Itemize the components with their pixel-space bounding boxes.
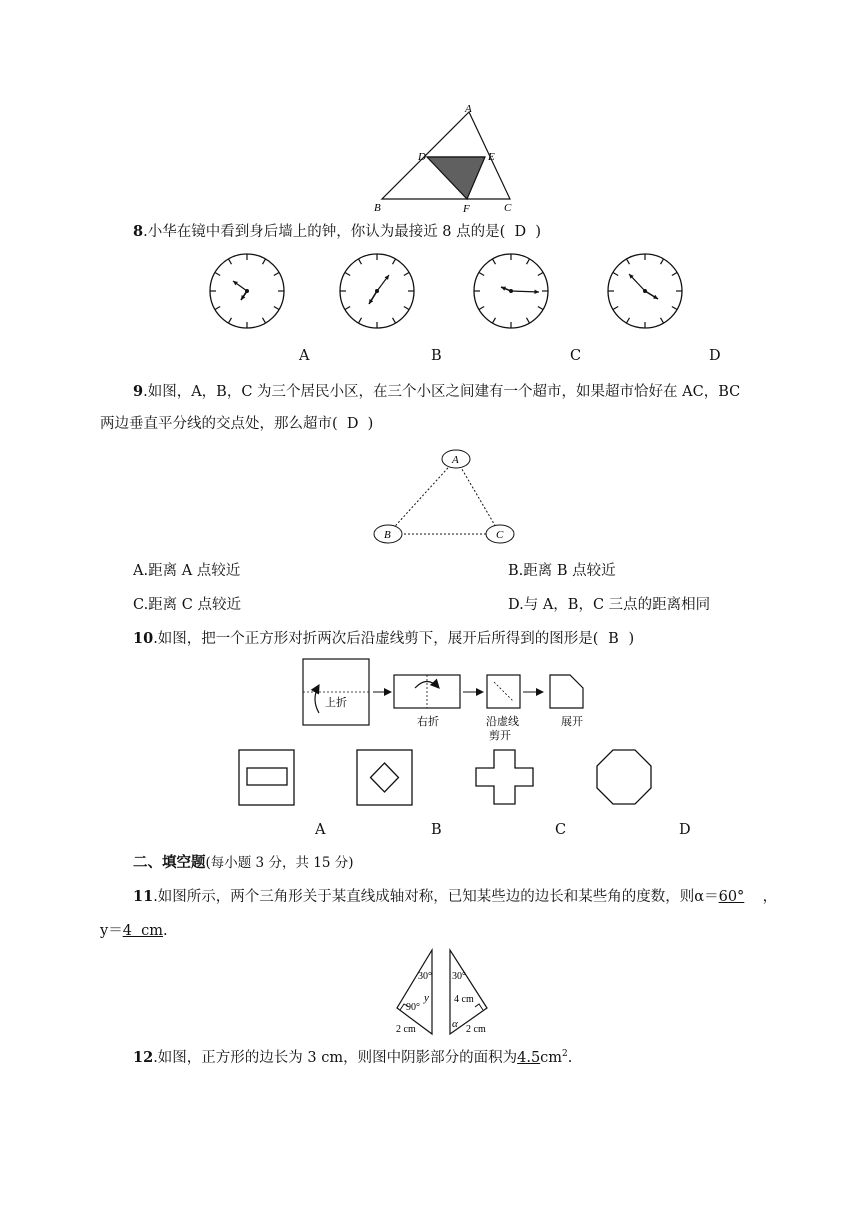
q9-option-d[interactable]: D.与 A，B，C 三点的距离相同	[508, 597, 711, 613]
question-text: .小华在镜中看到身后墙上的钟，你认为最接近 8 点的是(	[143, 224, 506, 240]
question-12	[133, 1044, 572, 1068]
shaded-triangle-def	[427, 157, 485, 199]
node-b-label: B	[384, 529, 391, 541]
q8-option-b[interactable]: B	[431, 348, 442, 364]
step-unfold: 展开	[561, 716, 583, 728]
answer: B	[608, 631, 619, 647]
area-answer: 4.5	[517, 1049, 541, 1066]
section-title: 二、填空题	[133, 854, 206, 871]
clock-face-c[interactable]	[474, 254, 548, 328]
step-fold-up: 上折	[325, 697, 347, 709]
close-paren: )	[367, 416, 374, 432]
y-answer: 4 cm	[122, 923, 164, 939]
step-cut: 剪开	[489, 730, 511, 742]
left-angle-top: 30°	[418, 971, 432, 982]
symmetric-triangles-figure	[390, 944, 502, 1038]
question-text: 两边垂直平分线的交点处，那么超市(	[100, 416, 338, 432]
answer: D	[346, 416, 359, 432]
left-base: 2 cm	[396, 1024, 416, 1035]
question-text: .如图所示，两个三角形关于某直线成轴对称，已知某些边的边长和某些角的度数，则α＝	[153, 889, 719, 905]
close-paren: )	[535, 224, 541, 240]
question-8	[133, 222, 541, 242]
question-number: 10	[133, 630, 154, 647]
close-paren: )	[628, 631, 635, 647]
q9-option-b[interactable]: B.距离 B 点较近	[508, 563, 616, 579]
q9-option-a[interactable]: A.距离 A 点较近	[133, 563, 241, 579]
option-b-shape[interactable]	[357, 750, 412, 805]
q10-option-c[interactable]: C	[555, 822, 567, 838]
right-angle-top: 30°	[452, 971, 466, 982]
question-number: 9	[133, 383, 144, 400]
clock-face-b[interactable]	[340, 254, 414, 328]
option-d-shape[interactable]	[597, 750, 651, 804]
left-var-y: y	[424, 992, 429, 1004]
q10-option-b[interactable]: B	[431, 822, 442, 838]
right-side: 4 cm	[454, 994, 474, 1005]
question-9-line1	[133, 382, 740, 402]
label-e: E	[488, 151, 495, 163]
right-base: 2 cm	[466, 1024, 486, 1035]
step-fold-right: 右折	[417, 716, 439, 728]
clocks-figure	[200, 248, 700, 334]
answer: D	[514, 224, 527, 240]
q10-option-a[interactable]: A	[315, 822, 326, 838]
question-11-line2	[100, 921, 168, 941]
q10-options-figure	[230, 746, 670, 808]
unit: cm	[540, 1049, 563, 1066]
unit-exponent: 2	[562, 1049, 568, 1059]
residential-triangle-figure	[368, 444, 520, 546]
q8-option-c[interactable]: C	[570, 348, 582, 364]
label-f: F	[463, 203, 470, 215]
right-alpha: α	[452, 1018, 458, 1030]
question-number: 8	[133, 223, 144, 240]
left-angle-right: 90°	[406, 1002, 420, 1013]
node-a-label: A	[452, 454, 459, 466]
clock-face-a[interactable]	[210, 254, 284, 328]
triangle-figure	[368, 100, 528, 215]
option-c-shape[interactable]	[476, 750, 533, 804]
label-b: B	[374, 202, 381, 214]
q10-option-d[interactable]: D	[679, 822, 691, 838]
q8-option-d[interactable]: D	[709, 348, 721, 364]
question-text: .如图，把一个正方形对折两次后沿虚线剪下，展开后所得到的图形是(	[153, 631, 599, 647]
step-cut-line: 沿虚线	[486, 716, 519, 728]
section-heading	[133, 853, 353, 873]
question-text: .如图，A，B，C 为三个居民小区，在三个小区之间建有一个超市，如果超市恰好在 AC，BC	[143, 384, 741, 400]
question-9-line2	[100, 414, 373, 434]
section-note: (每小题 3 分，共 15 分)	[205, 855, 354, 871]
alpha-answer: 60°	[718, 889, 745, 905]
clock-face-d[interactable]	[608, 254, 682, 328]
label-d: D	[418, 151, 426, 163]
question-10	[133, 629, 634, 649]
question-number: 12	[133, 1048, 154, 1066]
question-number: 11	[133, 888, 154, 905]
y-prefix: y＝	[100, 923, 123, 939]
folding-steps-figure	[295, 655, 595, 745]
comma: ，	[762, 889, 778, 905]
period: .	[567, 1049, 573, 1066]
label-a: A	[465, 103, 472, 115]
period: .	[163, 923, 168, 939]
q8-option-a[interactable]: A	[299, 348, 310, 364]
q9-option-c[interactable]: C.距离 C 点较近	[133, 597, 241, 613]
node-c-label: C	[496, 529, 504, 541]
question-text: .如图，正方形的边长为 3 cm，则图中阴影部分的面积为	[153, 1049, 518, 1066]
question-11-line1	[133, 887, 777, 907]
label-c: C	[504, 202, 512, 214]
